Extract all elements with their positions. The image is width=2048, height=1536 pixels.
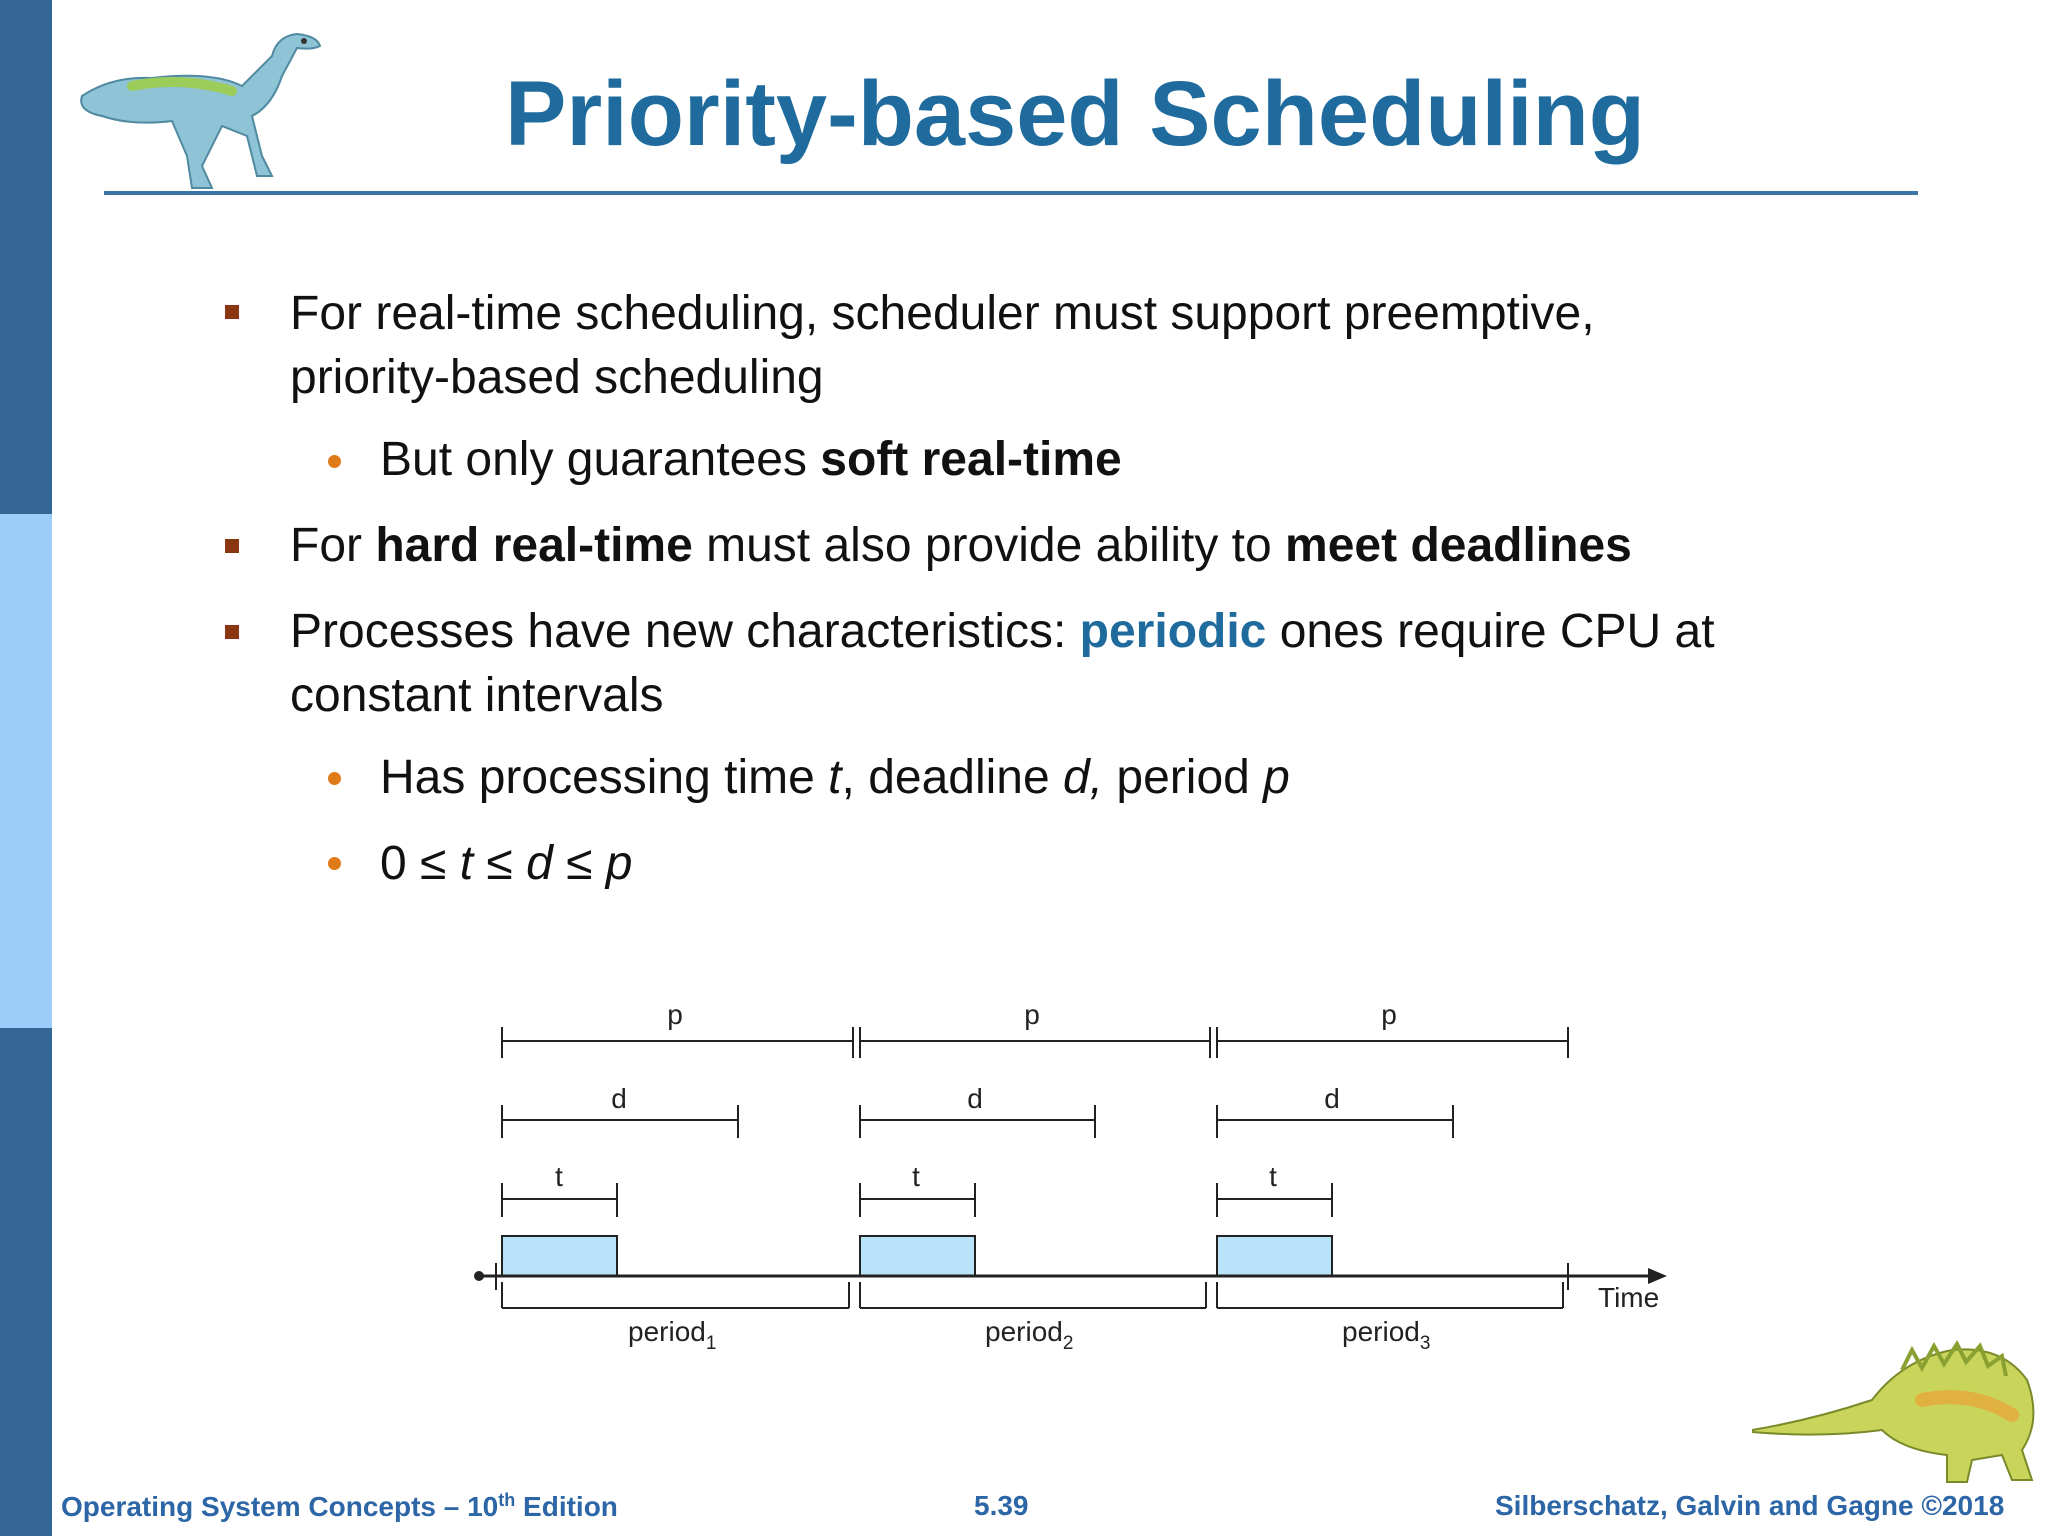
t-label-3: t: [1269, 1161, 1277, 1192]
footer-page-number: 5.39: [974, 1490, 1029, 1521]
p-label-3: p: [1381, 999, 1397, 1030]
bullet-3-text-b: ones require CPU at: [1266, 605, 1715, 658]
cpu-burst-2: [860, 1236, 975, 1276]
inequality-le-1: ≤: [473, 837, 527, 890]
p-bracket-1: [502, 1027, 853, 1058]
p-label-1: p: [667, 999, 683, 1030]
inequality-d: d: [526, 837, 553, 890]
period-label-1: period$_1$: [628, 1316, 717, 1354]
footer-book-suffix: Edition: [515, 1491, 618, 1522]
d-label-2: d: [967, 1083, 983, 1114]
time-axis-label: Time: [1598, 1282, 1660, 1313]
slide-title: Priority-based Scheduling: [505, 63, 1645, 165]
t-label-1: t: [555, 1161, 563, 1192]
footer-book-text: Operating System Concepts – 10: [61, 1491, 499, 1522]
period-bracket-2: [860, 1282, 1206, 1308]
var-t: t: [828, 751, 842, 804]
p-label-2: p: [1024, 999, 1040, 1030]
dinosaur-logo-bottom: [1752, 1320, 2042, 1485]
sub-bullet-2-text-b: , deadline: [841, 751, 1064, 804]
t-label-2: t: [912, 1161, 920, 1192]
bullet-3-text-a: Processes have new characteristics:: [290, 605, 1080, 658]
hard-real-time-emphasis: hard real-time: [375, 519, 693, 572]
soft-real-time-emphasis: soft real-time: [820, 433, 1122, 486]
period-label-2: period$_2$: [985, 1316, 1074, 1354]
bullet-3-line-2: constant intervals: [290, 669, 664, 722]
sub-bullet-2-text-c: period: [1103, 751, 1264, 804]
p-bracket-2: [860, 1027, 1210, 1058]
inequality-p: p: [605, 837, 633, 890]
bullet-1-line-2: priority-based scheduling: [290, 351, 824, 404]
inequality-t: t: [459, 837, 474, 890]
time-axis: [474, 1263, 1667, 1290]
bullet-2-text-b: must also provide ability to: [692, 519, 1286, 572]
cpu-burst-3: [1217, 1236, 1332, 1276]
var-p: p: [1263, 751, 1290, 804]
cpu-burst-1: [502, 1236, 617, 1276]
bullet-2-text-a: For: [290, 519, 376, 572]
inequality-le-2: ≤: [552, 837, 606, 890]
d-label-1: d: [611, 1083, 627, 1114]
period-label-3: period$_3$: [1342, 1316, 1431, 1354]
footer-copyright: Silberschatz, Galvin and Gagne ©2018: [1495, 1490, 2005, 1521]
sub-bullet-2-text-a: Has processing time: [380, 751, 829, 804]
p-bracket-3: [1217, 1027, 1568, 1058]
footer-book-sup: th: [498, 1490, 516, 1510]
bullet-1-line-1: For real-time scheduling, scheduler must support preemptive,: [290, 287, 1595, 340]
sub-bullet-1-text: But only guarantees: [380, 433, 821, 486]
var-d: d,: [1063, 751, 1104, 804]
footer-book-title: [61, 1490, 618, 1523]
d-label-3: d: [1324, 1083, 1340, 1114]
meet-deadlines-emphasis: meet deadlines: [1285, 519, 1632, 572]
period-bracket-1: [502, 1282, 849, 1308]
inequality-zero: 0 ≤: [380, 837, 460, 890]
periodic-emphasis: periodic: [1079, 605, 1267, 658]
period-bracket-3: [1217, 1282, 1563, 1308]
